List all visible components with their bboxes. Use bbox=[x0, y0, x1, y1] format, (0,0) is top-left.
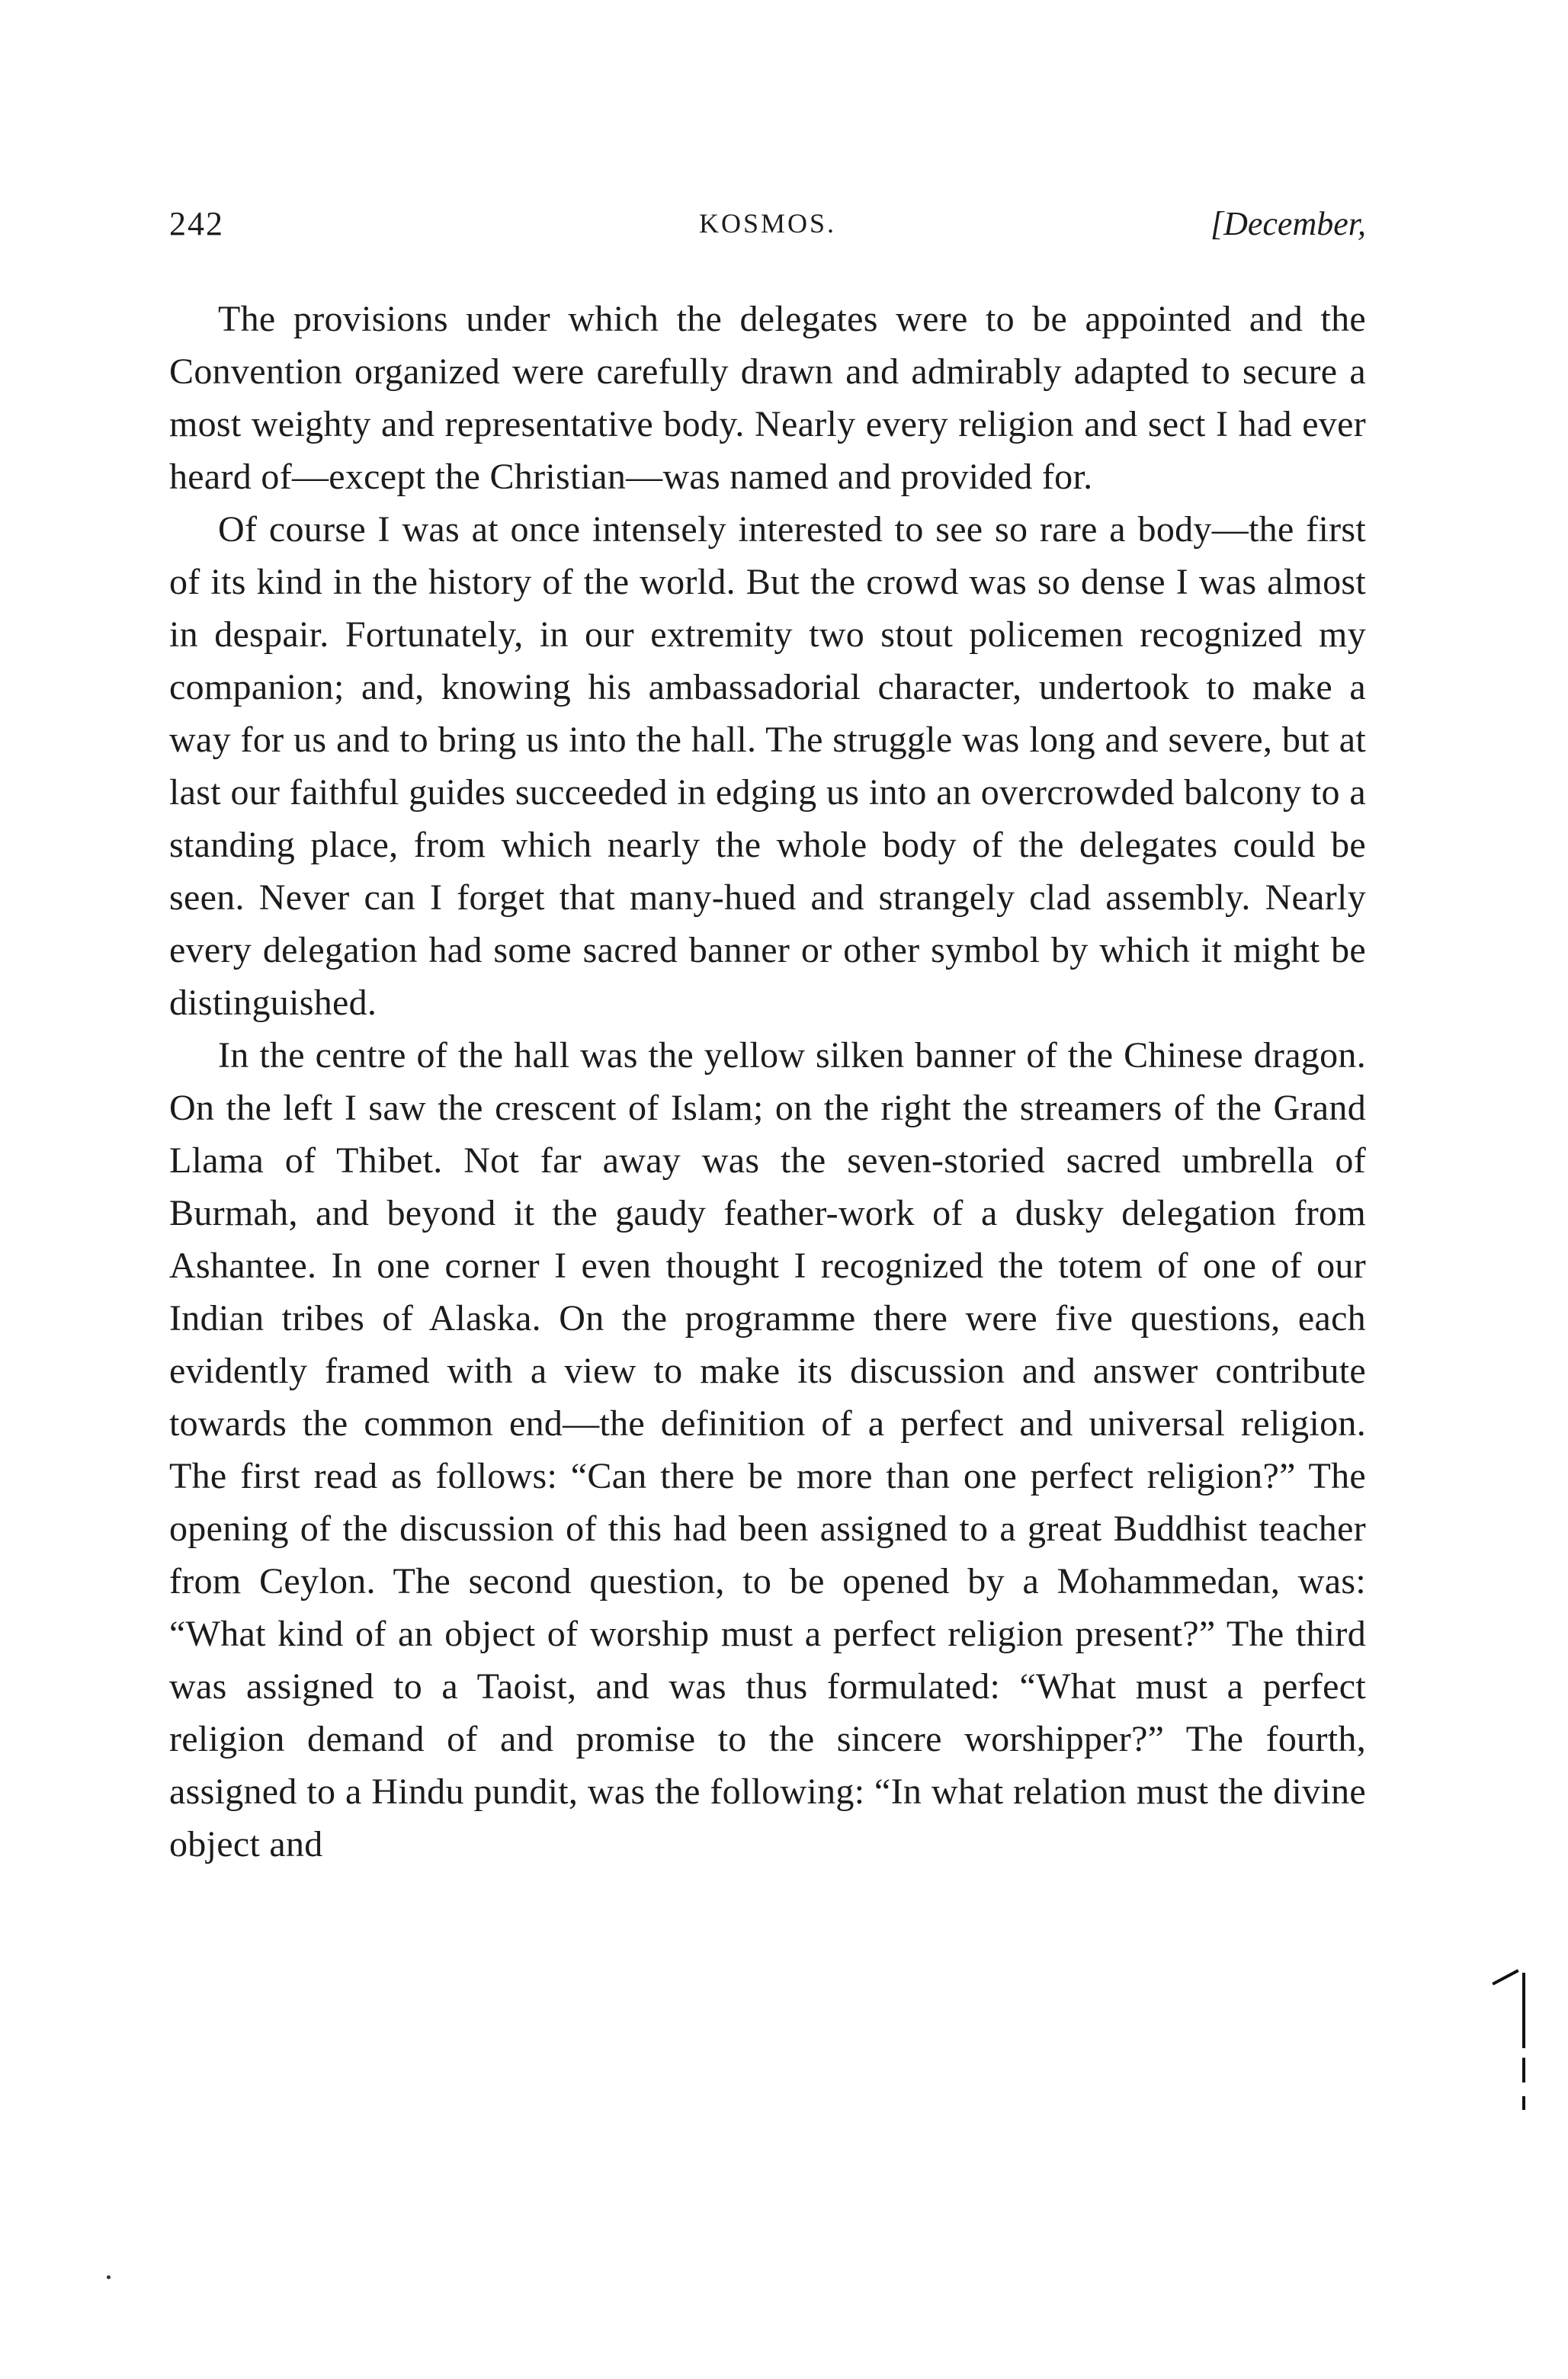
running-title: KOSMOS. bbox=[698, 208, 837, 239]
running-date: [December, bbox=[1210, 205, 1366, 242]
margin-mark-hook bbox=[1492, 1969, 1525, 1997]
paragraph-3: In the centre of the hall was the yellow silken banner of the Chinese dragon. On the left I saw the crescent of Islam; on the right the streamers of the Grand Llama of Thibet. Not far away was the seven-storied sacred umbrella of Burmah, and beyond it the gaudy feather-work of a dusky delegation from Ashantee. In one corner I even thought I recognized the totem of one of our Indian tribes of Alaska. On the programme there were five questions, each evidently framed with a view to make its discussion and answer contribute towards the common end—the definition of a perfect and universal religion. The first read as follows: “Can there be more than one perfect religion?” The opening of the discussion of this had been assigned to a great Buddhist teacher from Ceylon. The second question, to be opened by a Mohammedan, was: “What kind of an object of worship must a perfect religion present?” The third was assigned to a Taoist, and was thus formulated: “What must a perfect religion demand of and promise to the sincere worshipper?” The fourth, assigned to a Hindu pundit, was the following: “In what relation must the divine object and bbox=[169, 1035, 1366, 1864]
page-speck bbox=[107, 2275, 111, 2279]
body-text bbox=[169, 293, 1366, 1871]
page-number: 242 bbox=[169, 205, 224, 242]
page-header bbox=[169, 204, 1366, 258]
paragraph-1: The provisions under which the delegates were to be appointed and the Convention organized were carefully drawn and admirably adapted to secure a most weighty and representative body. Nearly every religion and sect I had ever heard of—except the Christian—was named and provided for. bbox=[169, 299, 1366, 497]
margin-mark-line bbox=[1522, 1973, 1525, 2110]
paragraph-2: Of course I was at once intensely interested to see so rare a body—the first of its kind in the history of the world. But the crowd was so dense I was almost in despair. Fortunately, in our extremity two stout policemen recognized my companion; and, knowing his ambassadorial character, undertook to make a way for us and to bring us into the hall. The struggle was long and severe, but at last our faithful guides succeeded in edging us into an overcrowded balcony to a standing place, from which nearly the whole body of the delegates could be seen. Never can I forget that many-hued and strangely clad assembly. Nearly every delegation had some sacred banner or other symbol by which it might be distinguished. bbox=[169, 509, 1366, 1023]
